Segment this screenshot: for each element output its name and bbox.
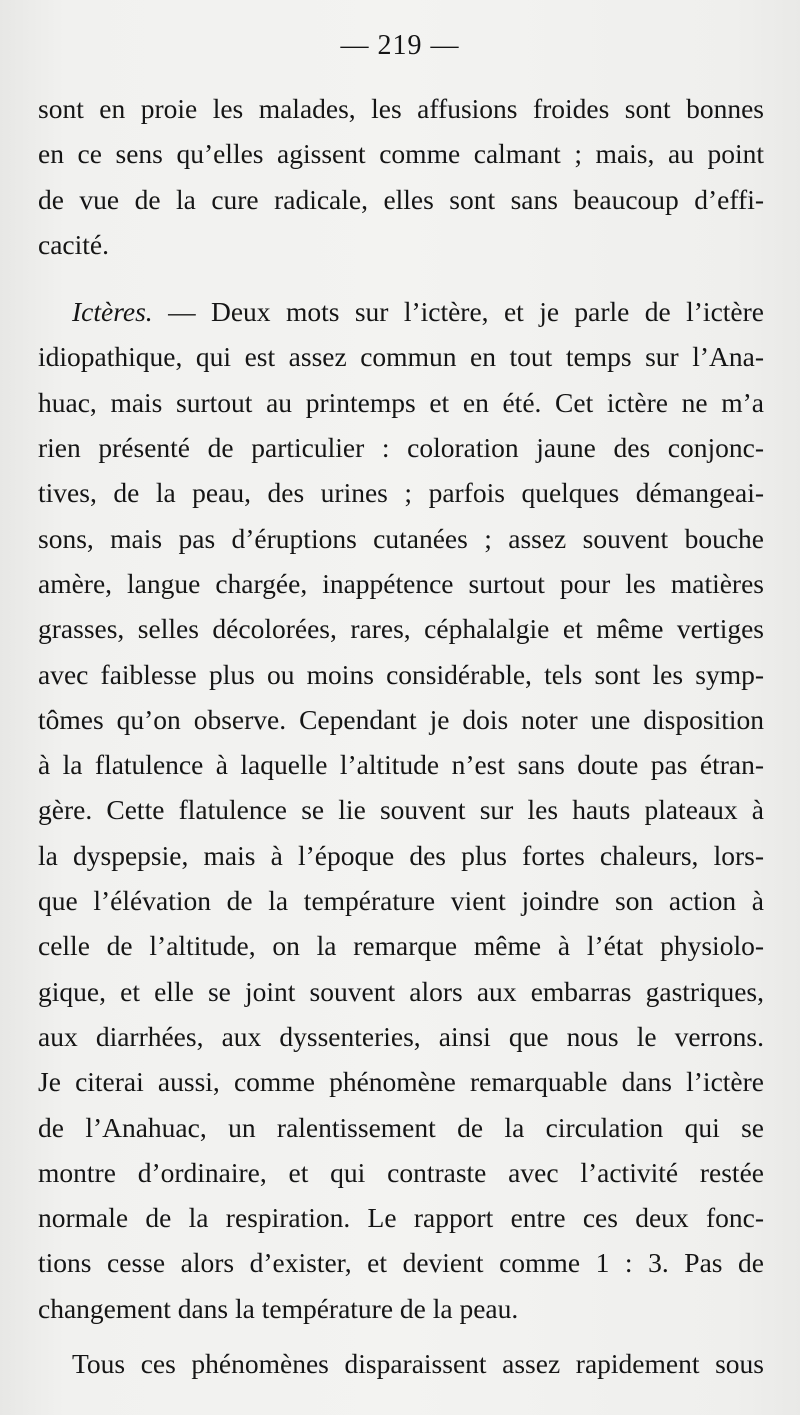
text-line: [38, 289, 764, 334]
text-line: amère, langue chargée, inappétence surtout pour les matières: [38, 567, 764, 599]
text-line: gique, et elle se joint souvent alors aux embarras gastriques,: [38, 975, 764, 1007]
paragraph-1: [38, 86, 764, 267]
text-line: sont en proie les malades, les affusions froides sont bonnes: [38, 93, 764, 124]
text-line: Tous ces phénomènes disparaissent assez rapidement sous: [72, 1348, 764, 1380]
paragraph-icteres: [38, 289, 764, 1331]
text-line: tives, de la peau, des urines ; parfois quelques démangeai-: [38, 477, 764, 509]
text-line: rien présenté de particulier : coloration jaune des conjonc-: [38, 432, 764, 464]
text-line: que l’élévation de la température vient joindre son action à: [38, 885, 764, 917]
text-line: tions cesse alors d’exister, et devient comme 1 : 3. Pas de: [38, 1247, 764, 1279]
text-line: montre d’ordinaire, et qui contraste avec l’activité restée: [38, 1156, 764, 1188]
text-line: changement dans la température de la peau.: [38, 1292, 519, 1324]
body-text: [38, 86, 764, 1386]
text-line: de l’Anahuac, un ralentissement de la circulation qui se: [38, 1111, 764, 1143]
text-line: aux diarrhées, aux dyssenteries, ainsi que nous le verrons.: [38, 1020, 764, 1052]
text-line: normale de la respiration. Le rapport entre ces deux fonc-: [38, 1202, 764, 1234]
text-line: celle de l’altitude, on la remarque même à l’état physiolo-: [38, 930, 764, 962]
text-line: à la flatulence à laquelle l’altitude n’est sans doute pas étran-: [38, 749, 764, 781]
paragraph-3: [38, 1341, 764, 1386]
text-line: cacité.: [38, 228, 109, 260]
text-line: avec faiblesse plus ou moins considérable, tels sont les symp-: [38, 658, 764, 690]
text-line: de vue de la cure radicale, elles sont sans beaucoup d’effi-: [38, 183, 764, 215]
text-line: en ce sens qu’elles agissent comme calmant ; mais, au point: [38, 138, 764, 170]
text-line: tômes qu’on observe. Cependant je dois noter une disposition: [38, 703, 764, 735]
page-number: — 219 —: [340, 30, 460, 61]
text-line: idiopathique, qui est assez commun en tout temps sur l’Ana-: [38, 341, 764, 373]
text-line: la dyspepsie, mais à l’époque des plus fortes chaleurs, lors-: [38, 839, 764, 871]
text-line: gère. Cette flatulence se lie souvent sur les hauts plateaux à: [38, 794, 764, 826]
heading-line-text: — Deux mots sur l’ictère, et je parle de l’ictère: [152, 296, 764, 328]
text-line: Je citerai aussi, comme phénomène remarquable dans l’ictère: [38, 1066, 764, 1098]
text-line: sons, mais pas d’éruptions cutanées ; assez souvent bouche: [38, 522, 764, 554]
section-heading: Ictères.: [72, 296, 153, 328]
text-line: grasses, selles décolorées, rares, céphalalgie et même vertiges: [38, 613, 764, 645]
text-line: huac, mais surtout au printemps et en été. Cet ictère ne m’a: [38, 386, 764, 418]
